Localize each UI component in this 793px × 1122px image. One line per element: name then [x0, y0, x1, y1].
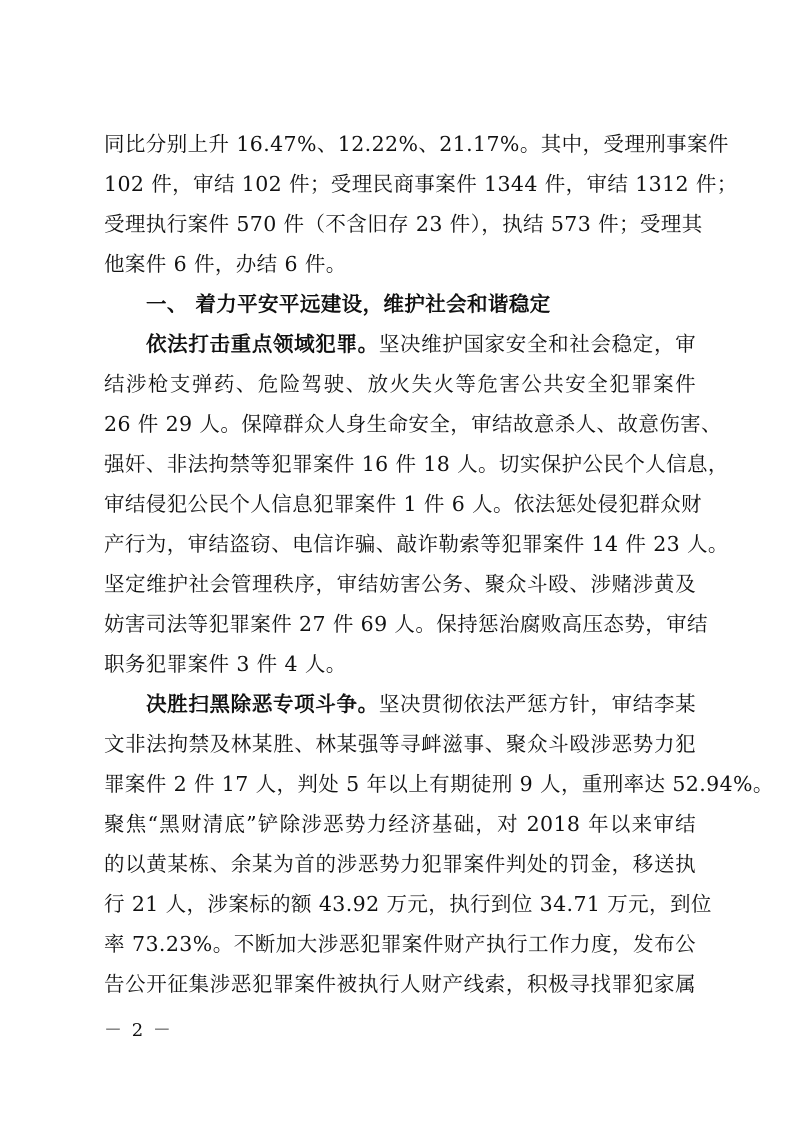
para2-line: 告公开征集涉恶犯罪案件被执行人财产线索，积极寻找罪犯家属	[104, 972, 696, 996]
para2-first-line	[104, 684, 696, 724]
body-text	[104, 124, 774, 1004]
para1-first-line	[104, 324, 696, 364]
page-number: － 2 －	[104, 1020, 173, 1041]
para1-line: 审结侵犯公民个人信息犯罪案件 1 件 6 人。依法惩处侵犯群众财	[104, 492, 702, 516]
para2-first-line-text: 坚决贯彻依法严惩方针，审结李某	[378, 692, 697, 716]
intro-line-4: 他案件 6 件，办结 6 件。	[104, 252, 347, 276]
para2-line: 聚焦“黑财清底”铲除涉恶势力经济基础，对 2018 年以来审结	[104, 812, 696, 836]
para1-line: 坚定维护社会管理秩序，审结妨害公务、聚众斗殴、涉赌涉黄及	[104, 572, 696, 596]
para1-line: 结涉枪支弹药、危险驾驶、放火失火等危害公共安全犯罪案件	[104, 372, 696, 396]
para1-first-line-text: 坚决维护国家安全和社会稳定，审	[378, 332, 697, 356]
para1-line: 强奸、非法拘禁等犯罪案件 16 件 18 人。切实保护公民个人信息，	[104, 452, 729, 476]
para2-line: 罪案件 2 件 17 人，判处 5 年以上有期徒刑 9 人，重刑率达 52.94%。	[104, 772, 774, 796]
para2-line: 行 21 人，涉案标的额 43.92 万元，执行到位 34.71 万元，到位	[104, 892, 712, 916]
para1-line: 产行为，审结盗窃、电信诈骗、敲诈勒索等犯罪案件 14 件 23 人。	[104, 532, 729, 556]
para1-lead: 依法打击重点领域犯罪。	[146, 332, 379, 356]
para2-line: 率 73.23%。不断加大涉恶犯罪案件财产执行工作力度，发布公	[104, 932, 696, 956]
para1-line: 妨害司法等犯罪案件 27 件 69 人。保持惩治腐败高压态势，审结	[104, 612, 708, 636]
para2-line: 文非法拘禁及林某胜、林某强等寻衅滋事、聚众斗殴涉恶势力犯	[104, 732, 696, 756]
section-heading: 一、 着力平安平远建设，维护社会和谐稳定	[146, 292, 551, 316]
intro-line-2: 102 件，审结 102 件；受理民商事案件 1344 件，审结 1312 件；	[104, 172, 738, 196]
para2-lead: 决胜扫黑除恶专项斗争。	[146, 692, 379, 716]
para2-line: 的以黄某栋、余某为首的涉恶势力犯罪案件判处的罚金，移送执	[104, 852, 696, 876]
intro-line-1: 同比分别上升 16.47%、12.22%、21.17%。其中，受理刑事案件	[104, 132, 729, 156]
para1-line: 职务犯罪案件 3 件 4 人。	[104, 652, 347, 676]
intro-line-3: 受理执行案件 570 件（不含旧存 23 件），执结 573 件；受理其	[104, 212, 703, 236]
para1-line: 26 件 29 人。保障群众人身生命安全，审结故意杀人、故意伤害、	[104, 412, 722, 436]
